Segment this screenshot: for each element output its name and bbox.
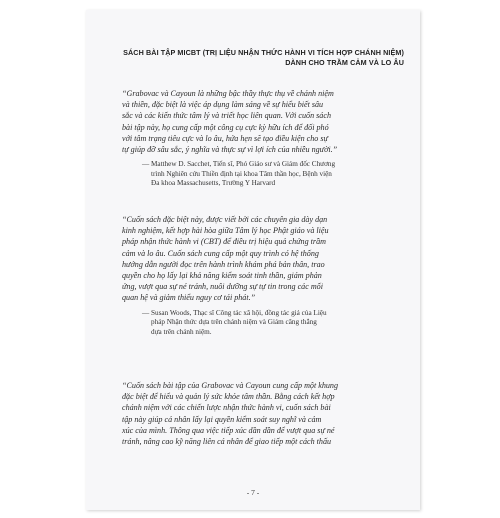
quote-line: kinh nghiệm, kết hợp hài hòa giữa Tâm lý học Phật giáo và liệu [122, 226, 329, 236]
testimonial-attribution [142, 309, 398, 338]
quote-line: tránh, nâng cao kỹ năng liên cá nhân để giao tiếp một cách thấu [122, 437, 332, 447]
testimonial-3 [122, 380, 398, 447]
testimonial-1 [122, 88, 398, 189]
testimonial-quote [122, 380, 398, 447]
attribution-line: Đa khoa Massachusetts, Trường Y Harvard [151, 179, 276, 188]
attribution-line: trình Nghiên cứu Thiền định tại khoa Tâm thần học, Bệnh viện [151, 169, 332, 178]
quote-line: xúc của mình. Thông qua việc tiếp xúc dần dần để vượt qua sự né [122, 425, 335, 435]
attribution-line: — Susan Woods, Thạc sĩ Công tác xã hội, đồng tác giả của Liệu [142, 309, 398, 319]
quote-line: “Cuốn sách bài tập của Grabovac và Cayoun cung cấp một khung [122, 381, 339, 390]
quote-line: tập này giúp cá nhân lấy lại quyền kiểm soát suy nghĩ và cảm [122, 414, 322, 424]
quote-line: bài tập này, họ cung cấp một công cụ cực kỳ hữu ích để đối phó [122, 122, 329, 132]
quote-line: đặc biệt để hiểu và quản lý sức khỏe tâm thần. Bằng cách kết hợp [122, 392, 335, 402]
testimonial-2 [122, 214, 398, 337]
quote-line: quan hệ và giảm thiểu nguy cơ tái phát.” [122, 293, 256, 303]
book-page [86, 10, 420, 510]
quote-line: cảm và lo âu. Cuốn sách cung cấp một quy trình có hệ thống [122, 248, 319, 258]
quote-line: “Cuốn sách đặc biệt này, được viết bởi các chuyên gia dày dạn [122, 215, 328, 224]
header-line: DÀNH CHO TRẦM CẢM VÀ LO ÂU [285, 57, 404, 67]
quote-line: sắc và các kiến thức tâm lý và triết học liên quan. Với cuốn sách [122, 111, 331, 121]
testimonial-quote [122, 88, 398, 155]
attribution-line: — Matthew D. Sacchet, Tiến sĩ, Phó Giáo sư và Giám đốc Chương [142, 160, 398, 170]
attribution-line: dựa trên chánh niệm. [151, 327, 212, 336]
quote-line: quyền cho họ lấy lại khả năng kiểm soát tinh thần, giám phản [122, 271, 322, 281]
quote-line: với tâm trạng tiêu cực và lo âu, hứa hẹn sẽ tạo điều kiện cho sự [122, 133, 328, 143]
quote-line: hướng dẫn người đọc trên hành trình khám phá bản thân, trao [122, 259, 325, 269]
testimonial-quote [122, 214, 398, 304]
quote-line: chánh niệm với các chiến lược nhận thức hành vi, cuốn sách bài [122, 403, 331, 413]
running-header [123, 48, 404, 67]
page-number: - 7 - [246, 488, 260, 497]
quote-line: và thiền, đặc biệt là việc áp dụng làm sáng về sự hiểu biết sâu [122, 100, 324, 110]
testimonial-attribution [142, 160, 398, 189]
quote-line: ứng, vượt qua sự né tránh, nuôi dưỡng sự tự tin trong các mối [122, 282, 323, 292]
quote-line: “Grabovac và Cayoun là những bậc thầy thực thụ về chánh niệm [122, 89, 334, 98]
attribution-line: pháp Nhận thức dựa trên chánh niệm và Giảm căng thẳng [151, 318, 317, 327]
quote-line: pháp nhận thức hành vi (CBT) để điều trị hiệu quả chứng trầm [122, 237, 326, 247]
header-line: SÁCH BÀI TẬP MICBT (TRỊ LIỆU NHẬN THỨC HÀNH VI TÍCH HỢP CHÁNH NIỆM) [123, 48, 404, 57]
quote-line: tự giúp đỡ sâu sắc, ý nghĩa và thực sự vì lợi ích của nhiều người.” [122, 145, 338, 155]
